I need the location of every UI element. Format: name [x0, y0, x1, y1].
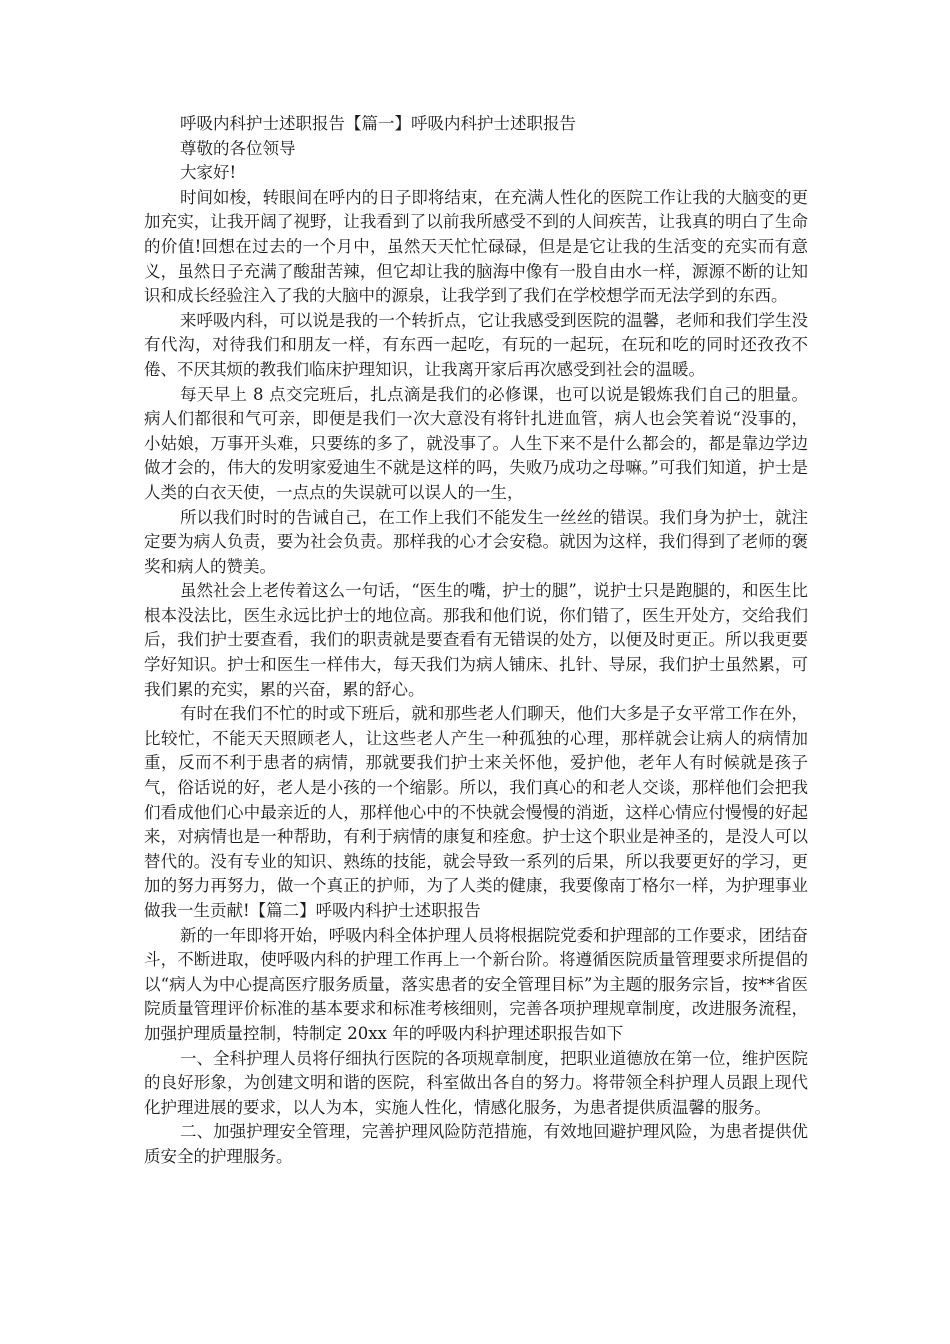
greeting: 大家好! [180, 163, 237, 183]
paragraph-4: 所以我们时时的告诫自己，在工作上我们不能发生一丝丝的错误。我们身为护士，就注定要为病人负责，要为社会负责。那样我的心才会安稳。就因为这样，我们得到了老师的褒奖和病人的赞美。 [144, 507, 808, 576]
salutation: 尊敬的各位领导 [180, 138, 296, 158]
paragraph-7: 新的一年即将开始，呼吸内科全体护理人员将根据院党委和护理部的工作要求，团结奋斗，不断进取，使呼吸内科的护理工作再上一个新台阶。将遵循医院质量管理要求所提倡的以“病人为中心提高医疗服务质量，落实患者的安全管理目标”为主题的服务宗旨，按**省医院质量管理评价标准的基本要求和标准考核细则，完善各项护理规章制度，改进服务流程，加强护理质量控制，特制定 20xx 年的呼吸内科护理述职报告如下 [144, 925, 808, 1043]
document-title: 呼吸内科护士述职报告【篇一】呼吸内科护士述职报告 [180, 114, 576, 133]
paragraph-3: 每天早上 8 点交完班后，扎点滴是我们的必修课，也可以说是锻炼我们自己的胆量。病人们都很和气可亲，即便是我们一次大意没有将针扎进血管，病人也会笑着说“没事的，小姑娘，万事开头难，只要练的多了，就没事了。人生下来不是什么都会的，都是靠边学边做才会的，伟大的发明家爱迪生不就是这样的吗，失败乃成功之母嘛。”可我们知道，护士是人类的白衣天使，一点点的失误就可以误人的一生， [144, 384, 808, 502]
document-page [144, 112, 808, 1170]
paragraph-5: 虽然社会上老传着这么一句话，“医生的嘴，护士的腿”，说护士只是跑腿的，和医生比根本没法比，医生永远比护士的地位高。那我和他们说，你们错了，医生开处方，交给我们后，我们护士要查看，我们的职责就是要查看有无错误的处方，以便及时更正。所以我更要学好知识。护士和医生一样伟大，每天我们为病人铺床、扎针、导尿，我们护士虽然累，可我们累的充实，累的兴奋，累的舒心。 [144, 581, 808, 699]
paragraph-6: 有时在我们不忙的时或下班后，就和那些老人们聊天，他们大多是子女平常工作在外，比较忙，不能天天照顾老人，让这些老人产生一种孤独的心理，那样就会让病人的病情加重，反而不利于患者的病情，那就要我们护士来关怀他，爱护他，老年人有时候就是孩子气，俗话说的好，老人是小孩的一个缩影。所以，我们真心的和老人交谈，那样他们会把我们看成他们心中最亲近的人，那样他心中的不快就会慢慢的消逝，这样心情应付慢慢的好起来，对病情也是一种帮助，有利于病情的康复和痊愈。护士这个职业是神圣的，是没人可以替代的。没有专业的知识、熟练的技能，就会导致一系列的后果，所以我要更好的学习，更加的努力再努力，做一个真正的护师，为了人类的健康，我要像南丁格尔一样，为护理事业做我一生贡献!【篇二】呼吸内科护士述职报告 [144, 704, 808, 920]
paragraph-1: 时间如梭，转眼间在呼内的日子即将结束，在充满人性化的医院工作让我的大脑变的更加充实，让我开阔了视野，让我看到了以前我所感受不到的人间疾苦，让我真的明白了生命的价值!回想在过去的一个月中，虽然天天忙忙碌碌，但是是它让我的生活变的充实而有意义，虽然日子充满了酸甜苦辣，但它却让我的脑海中像有一股自由水一样，源源不断的让知识和成长经验注入了我的大脑中的源泉，让我学到了我们在学校想学而无法学到的东西。 [144, 187, 808, 306]
paragraph-2: 来呼吸内科，可以说是我的一个转折点，它让我感受到医院的温馨，老师和我们学生没有代沟，对待我们和朋友一样，有东西一起吃，有玩的一起玩，在玩和吃的同时还孜孜不倦、不厌其烦的教我们临床护理知识，让我离开家后再次感受到社会的温暖。 [144, 310, 808, 379]
paragraph-8: 一、全科护理人员将仔细执行医院的各项规章制度，把职业道德放在第一位，维护医院的良好形象，为创建文明和谐的医院，科室做出各自的努力。将带领全科护理人员跟上现代化护理进展的要求，以人为本，实施人性化，情感化服务，为患者提供质温馨的服务。 [144, 1048, 808, 1117]
paragraph-9: 二、加强护理安全管理，完善护理风险防范措施，有效地回避护理风险，为患者提供优质安全的护理服务。 [144, 1122, 808, 1166]
